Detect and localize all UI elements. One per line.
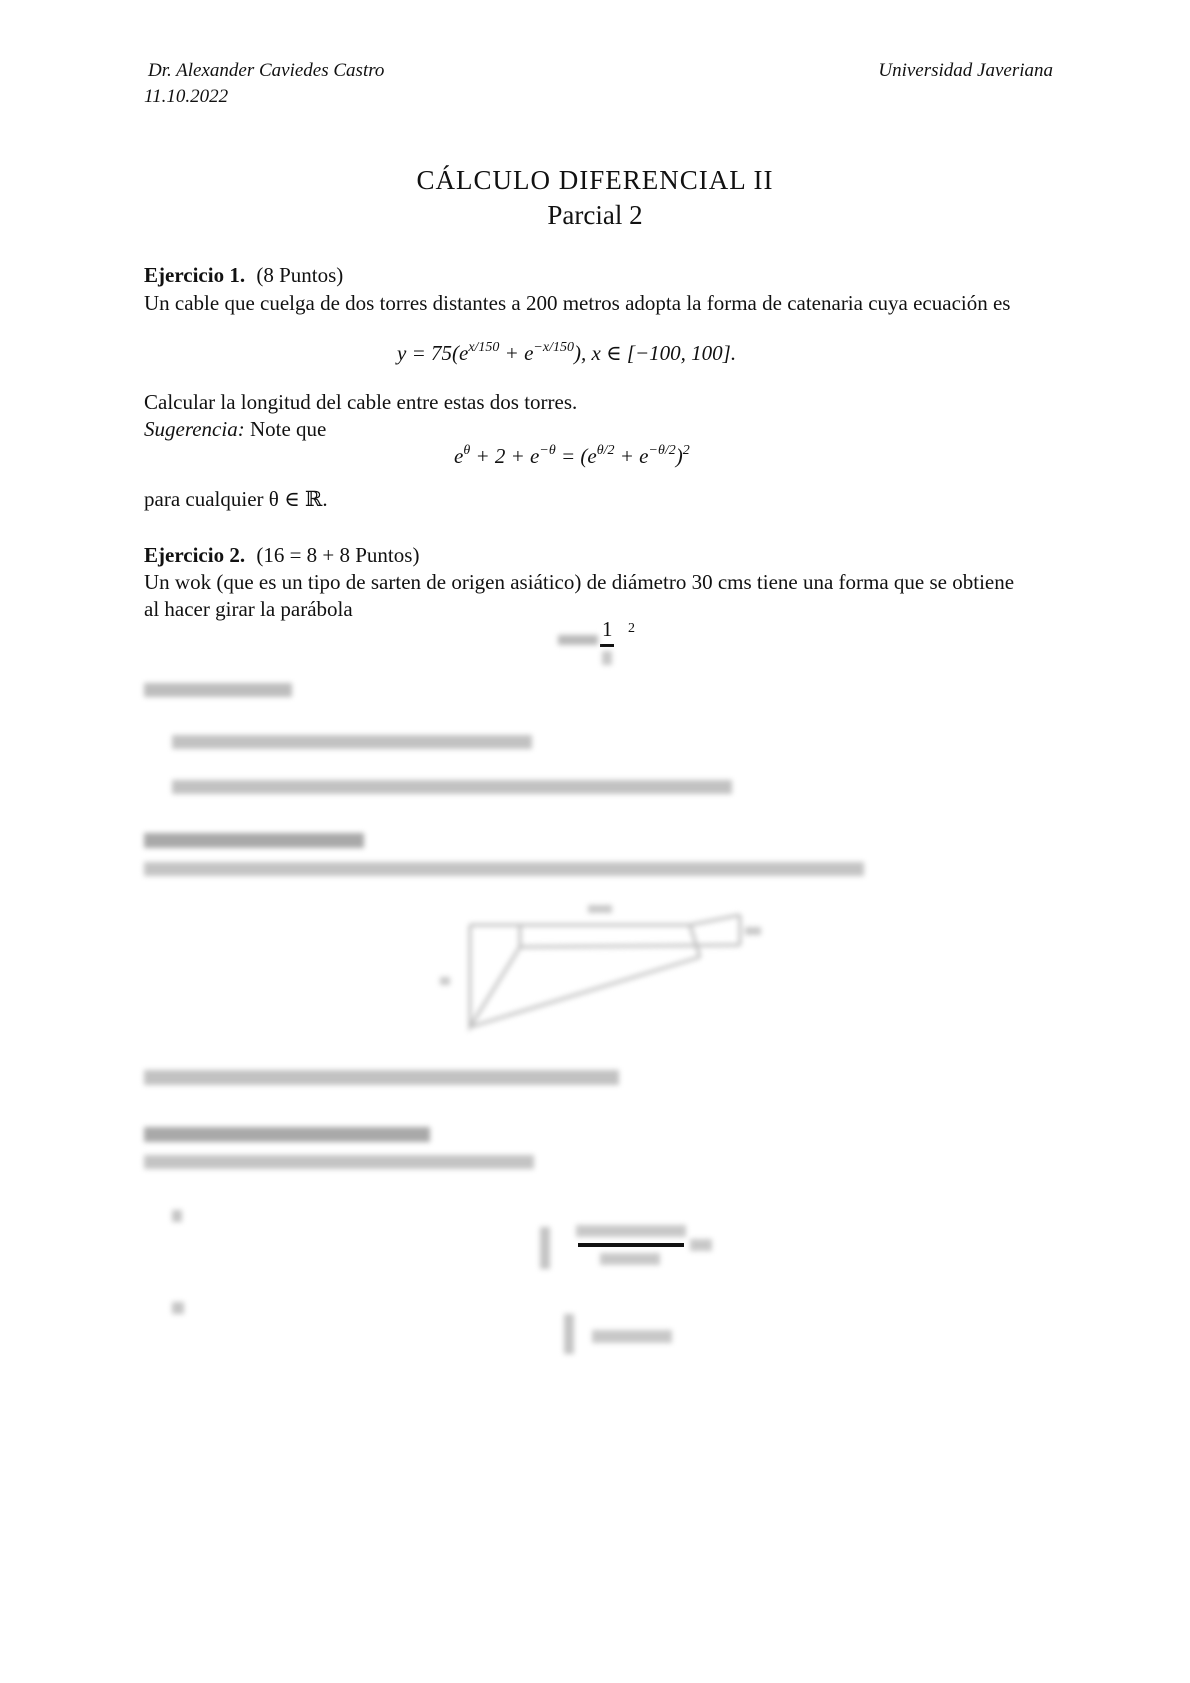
ex1-catenary-equation (397, 340, 736, 366)
eq1-exp1: x/150 (468, 340, 500, 355)
parabola-blurred-lhs (558, 635, 598, 645)
h-d: + e (614, 444, 649, 468)
hint-text: Note que (249, 417, 327, 441)
institution-name: Universidad Javeriana (878, 60, 1053, 81)
h-a-exp: θ (463, 443, 471, 458)
h-e-exp: 2 (682, 443, 690, 458)
integral-1-dx (690, 1239, 712, 1251)
h-c-exp: θ/2 (596, 443, 615, 458)
integral-1-sign (540, 1227, 550, 1269)
h-a: e (454, 444, 464, 468)
h-e: ) (675, 444, 683, 468)
author-name: Dr. Alexander Caviedes Castro (148, 60, 385, 81)
course-title: CÁLCULO DIFERENCIAL II (416, 165, 774, 195)
ex1-points: (8 Puntos) (256, 263, 344, 287)
h-b-exp: −θ (539, 443, 556, 458)
blurred-item-1 (172, 735, 532, 749)
ex1-statement: Un cable que cuelga de dos torres distantes a 200 metros adopta la forma de catenaria cuya ecuación es (144, 291, 1011, 315)
ex1-hint-equation (454, 443, 690, 469)
parabola-fraction-bar (600, 644, 614, 647)
integral-1-num (576, 1225, 686, 1237)
parabola-exponent: 2 (628, 621, 635, 636)
ex2-parabola-formula (556, 617, 646, 672)
ex2-label: Ejercicio 2. (144, 543, 246, 567)
exam-date: 11.10.2022 (144, 86, 229, 107)
blurred-item-i (172, 1210, 182, 1222)
blurred-ex3-heading (144, 833, 364, 848)
h-c: = (e (555, 444, 597, 468)
eq1-exp2: −x/150 (533, 340, 574, 355)
blurred-ex4-statement (144, 1155, 534, 1169)
ex2-points: (16 = 8 + 8 Puntos) (256, 543, 420, 567)
parabola-numerator: 1 (602, 617, 613, 641)
integral-2 (562, 1310, 702, 1360)
integral-1 (540, 1225, 720, 1275)
exam-title: Parcial 2 (547, 200, 643, 230)
integral-1-den (600, 1253, 660, 1265)
parabola-blurred-den (602, 651, 612, 665)
blurred-line-axis (144, 683, 292, 697)
blurred-ex3-question (144, 1070, 619, 1085)
h-b: + 2 + e (470, 444, 540, 468)
eq1-lhs: y = 75(e (397, 341, 469, 365)
ex1-question: Calcular la longitud del cable entre estas dos torres. (144, 390, 578, 414)
integral-1-fraction-bar (578, 1243, 684, 1247)
ex2-heading (144, 543, 419, 568)
pool-figure (440, 895, 770, 1045)
integral-2-sign (564, 1314, 574, 1354)
h-d-exp: −θ/2 (648, 443, 676, 458)
blurred-item-2 (172, 780, 732, 794)
ex1-hint (144, 417, 326, 442)
ex1-label: Ejercicio 1. (144, 263, 246, 287)
eq1-mid: + e (499, 341, 534, 365)
ex2-statement-1: Un wok (que es un tipo de sarten de origen asiático) de diámetro 30 cms tiene una forma que se obtiene (144, 570, 1015, 594)
eq1-rhs: ), x ∈ [−100, 100]. (573, 341, 737, 365)
integral-2-body (592, 1330, 672, 1343)
blurred-ex4-heading (144, 1127, 430, 1142)
hint-label: Sugerencia: (144, 417, 245, 441)
ex1-heading (144, 263, 343, 288)
ex1-closing: para cualquier θ ∈ ℝ. (144, 487, 328, 511)
blurred-ex3-statement (144, 862, 864, 876)
blurred-item-ii (172, 1302, 184, 1314)
ex2-statement-2: al hacer girar la parábola (144, 597, 353, 621)
